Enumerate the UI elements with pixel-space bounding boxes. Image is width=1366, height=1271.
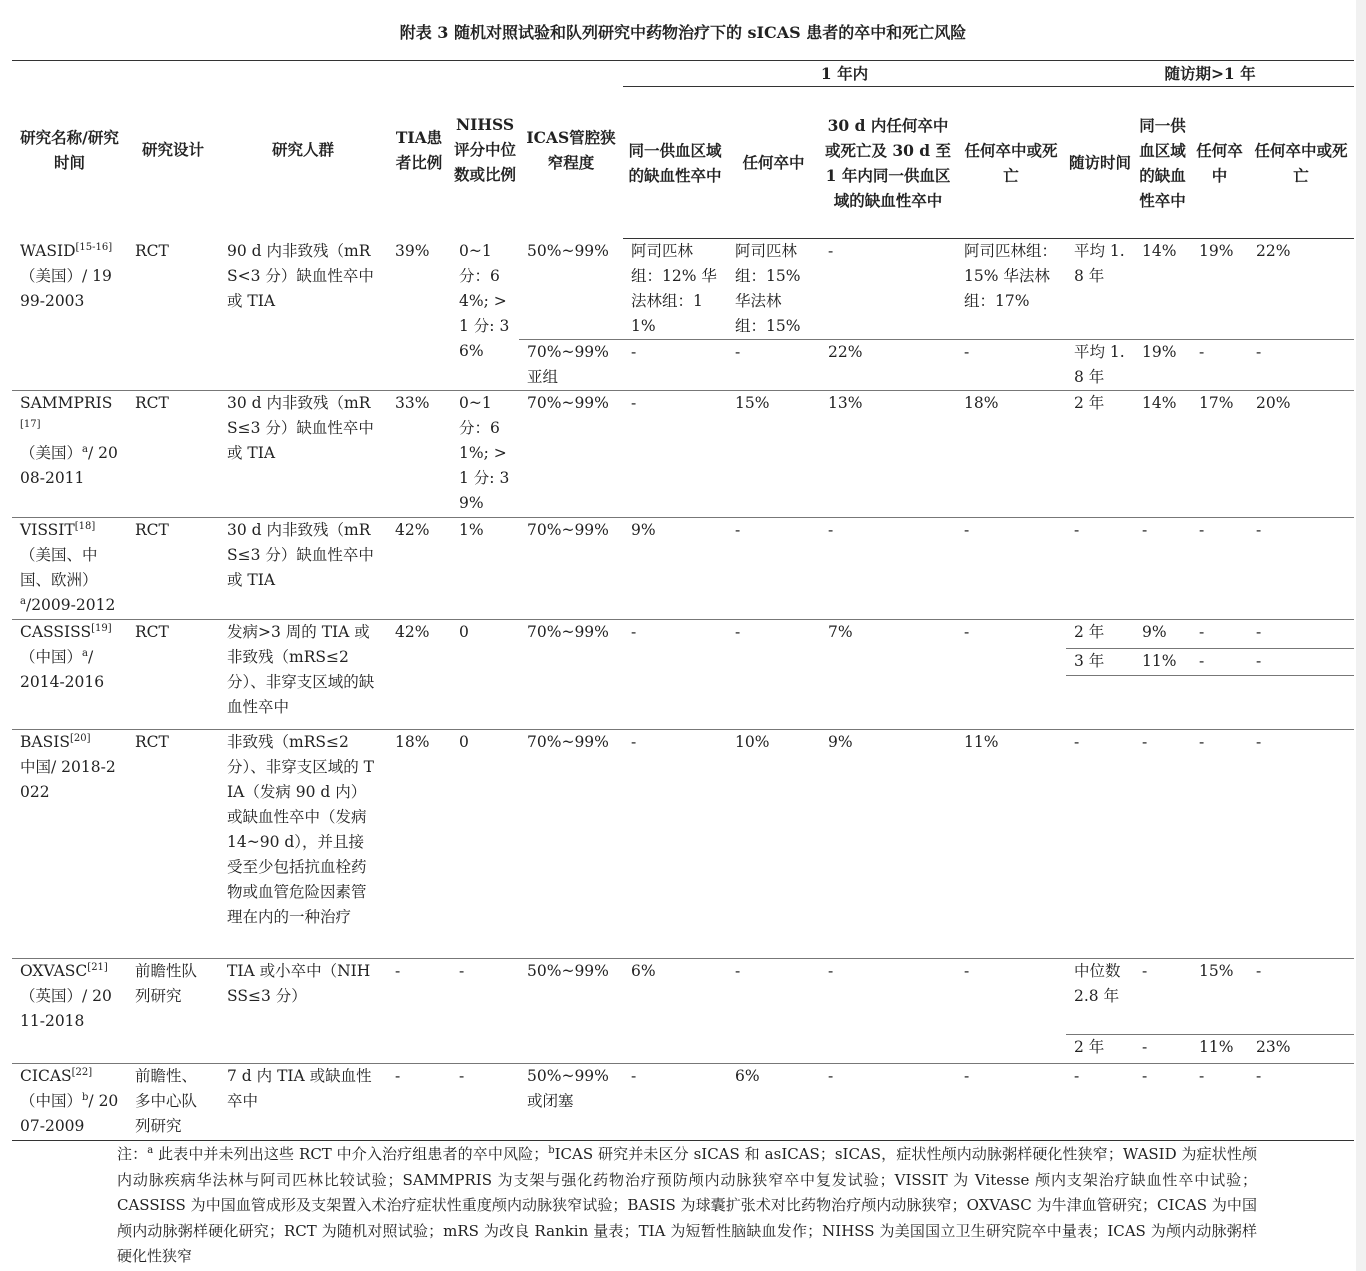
y1-death: - <box>956 620 1066 730</box>
gt-same: - <box>1134 959 1191 1035</box>
study-name: CASSISS[19] （中国）$^a$/ 2014-2016 <box>12 620 127 730</box>
header-group-gt1y: 随访期>1 年 <box>1066 61 1354 87</box>
y1-30d: - <box>820 1064 956 1141</box>
follow-time: 平均 1.8 年 <box>1074 242 1125 285</box>
tia-ratio: - <box>387 959 451 1064</box>
gt-any: 11% <box>1191 1035 1248 1064</box>
header-1y-death: 任何卒中或死亡 <box>956 87 1066 239</box>
y1-any: - <box>727 340 820 391</box>
page-title: 附表 3 随机对照试验和队列研究中药物治疗下的 sICAS 患者的卒中和死亡风险 <box>399 23 967 42</box>
y1-30d: - <box>820 518 956 620</box>
study-design: RCT <box>127 730 219 959</box>
y1-death: 阿司匹林组：15% 华法林组：17% <box>964 242 1058 310</box>
y1-any: - <box>727 959 820 1064</box>
follow-empty <box>1066 676 1134 730</box>
y1-same: - <box>623 340 727 391</box>
icas-degree: 50%~99% <box>527 241 609 260</box>
gt-death: - <box>1248 620 1354 649</box>
study-population: 非致残（mRS≤2 分）、非穿支区域的 TIA（发病 90 d 内）或缺血性卒中（发病 14~90 d），并且接受至少包括抗血栓药物或血管危险因素管理在内的一种治疗 <box>219 730 387 959</box>
follow-time: 中位数 2.8 年 <box>1066 959 1134 1035</box>
gt-same: - <box>1134 1064 1191 1141</box>
header-design: 研究设计 <box>127 61 219 239</box>
icas-degree: 70%~99% <box>519 730 623 959</box>
follow-time: 3 年 <box>1066 649 1134 676</box>
study-design: RCT <box>135 241 169 260</box>
y1-30d: 9% <box>820 730 956 959</box>
gt-death: - <box>1248 518 1354 620</box>
follow-time: 平均 1.8 年 <box>1066 340 1134 391</box>
study-design: RCT <box>127 620 219 730</box>
header-follow: 随访时间 <box>1066 87 1134 239</box>
table-row <box>12 239 1354 340</box>
nihss: 0 <box>451 730 519 959</box>
gt-same: - <box>1134 518 1191 620</box>
y1-death: - <box>956 1064 1066 1141</box>
y1-death: 18% <box>956 391 1066 518</box>
y1-any: 15% <box>727 391 820 518</box>
y1-30d: - <box>820 959 956 1064</box>
y1-same: - <box>623 391 727 518</box>
table-row <box>12 730 1354 959</box>
nihss: - <box>451 959 519 1064</box>
study-name: VISSIT[18] （美国、中国、欧洲） $^a$/2009-2012 <box>12 518 127 620</box>
header-population: 研究人群 <box>219 61 387 239</box>
icas-degree: 70%~99% 亚组 <box>519 340 623 391</box>
gt-death: - <box>1248 959 1354 1035</box>
table-row <box>12 391 1354 518</box>
nihss: 0 <box>451 620 519 730</box>
y1-any: 10% <box>727 730 820 959</box>
y1-any: 阿司匹林组：15% 华法林组：15% <box>735 242 801 335</box>
gt-death: 23% <box>1248 1035 1354 1064</box>
study-name: OXVASC[21] （英国）/ 2011-2018 <box>12 959 127 1064</box>
y1-death: - <box>956 959 1066 1064</box>
study-design: RCT <box>127 391 219 518</box>
y1-30d: 13% <box>820 391 956 518</box>
gt-any: 15% <box>1191 959 1248 1035</box>
gt-death: - <box>1248 340 1354 391</box>
gt-any: - <box>1191 649 1248 676</box>
icas-degree: 50%~99% 或闭塞 <box>519 1064 623 1141</box>
study-population: 7 d 内 TIA 或缺血性卒中 <box>219 1064 387 1141</box>
nihss: - <box>451 1064 519 1141</box>
y1-30d: 7% <box>820 620 956 730</box>
gt-same: 11% <box>1134 649 1191 676</box>
gt-any: - <box>1191 730 1248 959</box>
y1-same: 9% <box>623 518 727 620</box>
follow-time: - <box>1066 518 1134 620</box>
follow-time: - <box>1066 730 1134 959</box>
icas-degree: 70%~99% <box>519 620 623 730</box>
y1-any: - <box>727 518 820 620</box>
header-nihss: NIHSS评分中位数或比例 <box>451 61 519 239</box>
follow-time: 2 年 <box>1066 1035 1134 1064</box>
icas-degree: 70%~99% <box>519 391 623 518</box>
y1-same: - <box>623 730 727 959</box>
tia-ratio: 33% <box>387 391 451 518</box>
study-design: 前瞻性队列研究 <box>127 959 219 1064</box>
y1-30d: - <box>828 242 834 260</box>
study-population: TIA 或小卒中（NIHSS≤3 分） <box>219 959 387 1064</box>
study-population: 90 d 内非致残（mRS<3 分）缺血性卒中或 TIA <box>227 241 374 310</box>
table-row <box>12 620 1354 649</box>
gt-any: - <box>1191 1064 1248 1141</box>
follow-time: 2 年 <box>1066 391 1134 518</box>
gt-death: - <box>1248 649 1354 676</box>
scrollbar-edge <box>1356 0 1366 1271</box>
gt-same: - <box>1134 1035 1191 1064</box>
tia-ratio: - <box>387 1064 451 1141</box>
tia-ratio: 39% <box>395 241 430 260</box>
gt-same: 14% <box>1142 242 1177 260</box>
y1-death: 11% <box>956 730 1066 959</box>
follow-time: 2 年 <box>1066 620 1134 649</box>
follow-time: - <box>1066 1064 1134 1141</box>
y1-same: 阿司匹林组：12% 华法林组：11% <box>631 242 717 335</box>
study-name: BASIS[20] 中国/ 2018-2022 <box>12 730 127 959</box>
gt-death-empty <box>1248 676 1354 730</box>
gt-any: - <box>1191 620 1248 649</box>
gt-any: 19% <box>1199 242 1234 260</box>
study-population: 30 d 内非致残（mRS≤3 分）缺血性卒中或 TIA <box>219 518 387 620</box>
gt-same: 14% <box>1134 391 1191 518</box>
gt-same-empty <box>1134 676 1191 730</box>
table-row <box>12 1064 1354 1141</box>
study-name: SAMMPRIS[17] （美国）$^a$/ 2008-2011 <box>12 391 127 518</box>
tia-ratio: 18% <box>387 730 451 959</box>
header-icas: ICAS管腔狭窄程度 <box>519 61 623 239</box>
gt-any: - <box>1191 340 1248 391</box>
gt-same: 9% <box>1134 620 1191 649</box>
y1-any: - <box>727 620 820 730</box>
tia-ratio: 42% <box>387 620 451 730</box>
gt-death: - <box>1248 1064 1354 1141</box>
study-name: CICAS[22] （中国）$^b$/ 2007-2009 <box>12 1064 127 1141</box>
study-design: RCT <box>127 518 219 620</box>
study-population: 30 d 内非致残（mRS≤3 分）缺血性卒中或 TIA <box>219 391 387 518</box>
header-name: 研究名称/研究时间 <box>12 61 127 239</box>
header-tia: TIA患者比例 <box>387 61 451 239</box>
y1-death: - <box>956 340 1066 391</box>
table-footnote: 注：$^a$ 此表中并未列出这些 RCT 中介入治疗组患者的卒中风险；$^b$ICAS 研究并未区分 sICAS 和 asICAS；sICAS，症状性颅内动脉粥样硬化性狭窄；WASID 为症状性颅内动脉疾病华法林与阿司匹林比较试验；SAMMPRIS 为支架与强化药物治疗预防颅内动脉狭窄卒中复发试验；VISSIT 为 Vitesse 颅内支架治疗缺血性卒中试验；CASSISS 为中国血管成形及支架置入术治疗症状性重度颅内动脉狭窄试验；BASIS 为球囊扩张术对比药物治疗颅内动脉狭窄；OXVASC 为牛津血管研究；CICAS 为中国颅内动脉粥样硬化研究；RCT 为随机对照试验；mRS 为改良 Rankin 量表；TIA 为短暂性脑缺血发作；NIHSS 为美国国立卫生研究院卒中量表；ICAS 为颅内动脉粥样硬化性狭窄 <box>117 1145 1257 1265</box>
gt-death: 22% <box>1256 242 1291 260</box>
header-gt-any: 任何卒中 <box>1191 87 1248 239</box>
gt-same: - <box>1134 730 1191 959</box>
header-group-1y: 1 年内 <box>623 61 1066 87</box>
nihss: 1% <box>451 518 519 620</box>
nihss: 0~1 分：64%; >1 分: 36% <box>459 241 510 360</box>
icas-degree: 70%~99% <box>519 518 623 620</box>
header-gt-same: 同一供血区域的缺血性卒中 <box>1134 87 1191 239</box>
tia-ratio: 42% <box>387 518 451 620</box>
icas-degree: 50%~99% <box>519 959 623 1064</box>
y1-30d: 22% <box>820 340 956 391</box>
nihss: 0~1 分：61%; >1 分: 39% <box>451 391 519 518</box>
y1-any: 6% <box>727 1064 820 1141</box>
y1-same: 6% <box>623 959 727 1064</box>
gt-same: 19% <box>1134 340 1191 391</box>
header-1y-30d: 30 d 内任何卒中或死亡及 30 d 至 1 年内同一供血区域的缺血性卒中 <box>820 87 956 239</box>
gt-death: 20% <box>1248 391 1354 518</box>
y1-same: - <box>623 620 727 730</box>
header-1y-same: 同一供血区域的缺血性卒中 <box>623 87 727 239</box>
header-1y-any: 任何卒中 <box>727 87 820 239</box>
table-row <box>12 959 1354 1035</box>
gt-any: 17% <box>1191 391 1248 518</box>
header-gt-death: 任何卒中或死亡 <box>1248 87 1354 239</box>
gt-any-empty <box>1191 676 1248 730</box>
results-table <box>12 60 1354 1141</box>
study-name: WASID[15-16] （美国）/ 1999-2003 <box>20 241 113 310</box>
study-design: 前瞻性、多中心队列研究 <box>127 1064 219 1141</box>
study-population: 发病>3 周的 TIA 或非致残（mRS≤2 分）、非穿支区域的缺血性卒中 <box>219 620 387 730</box>
y1-same: - <box>623 1064 727 1141</box>
table-row <box>12 518 1354 620</box>
y1-death: - <box>956 518 1066 620</box>
gt-any: - <box>1191 518 1248 620</box>
gt-death: - <box>1248 730 1354 959</box>
